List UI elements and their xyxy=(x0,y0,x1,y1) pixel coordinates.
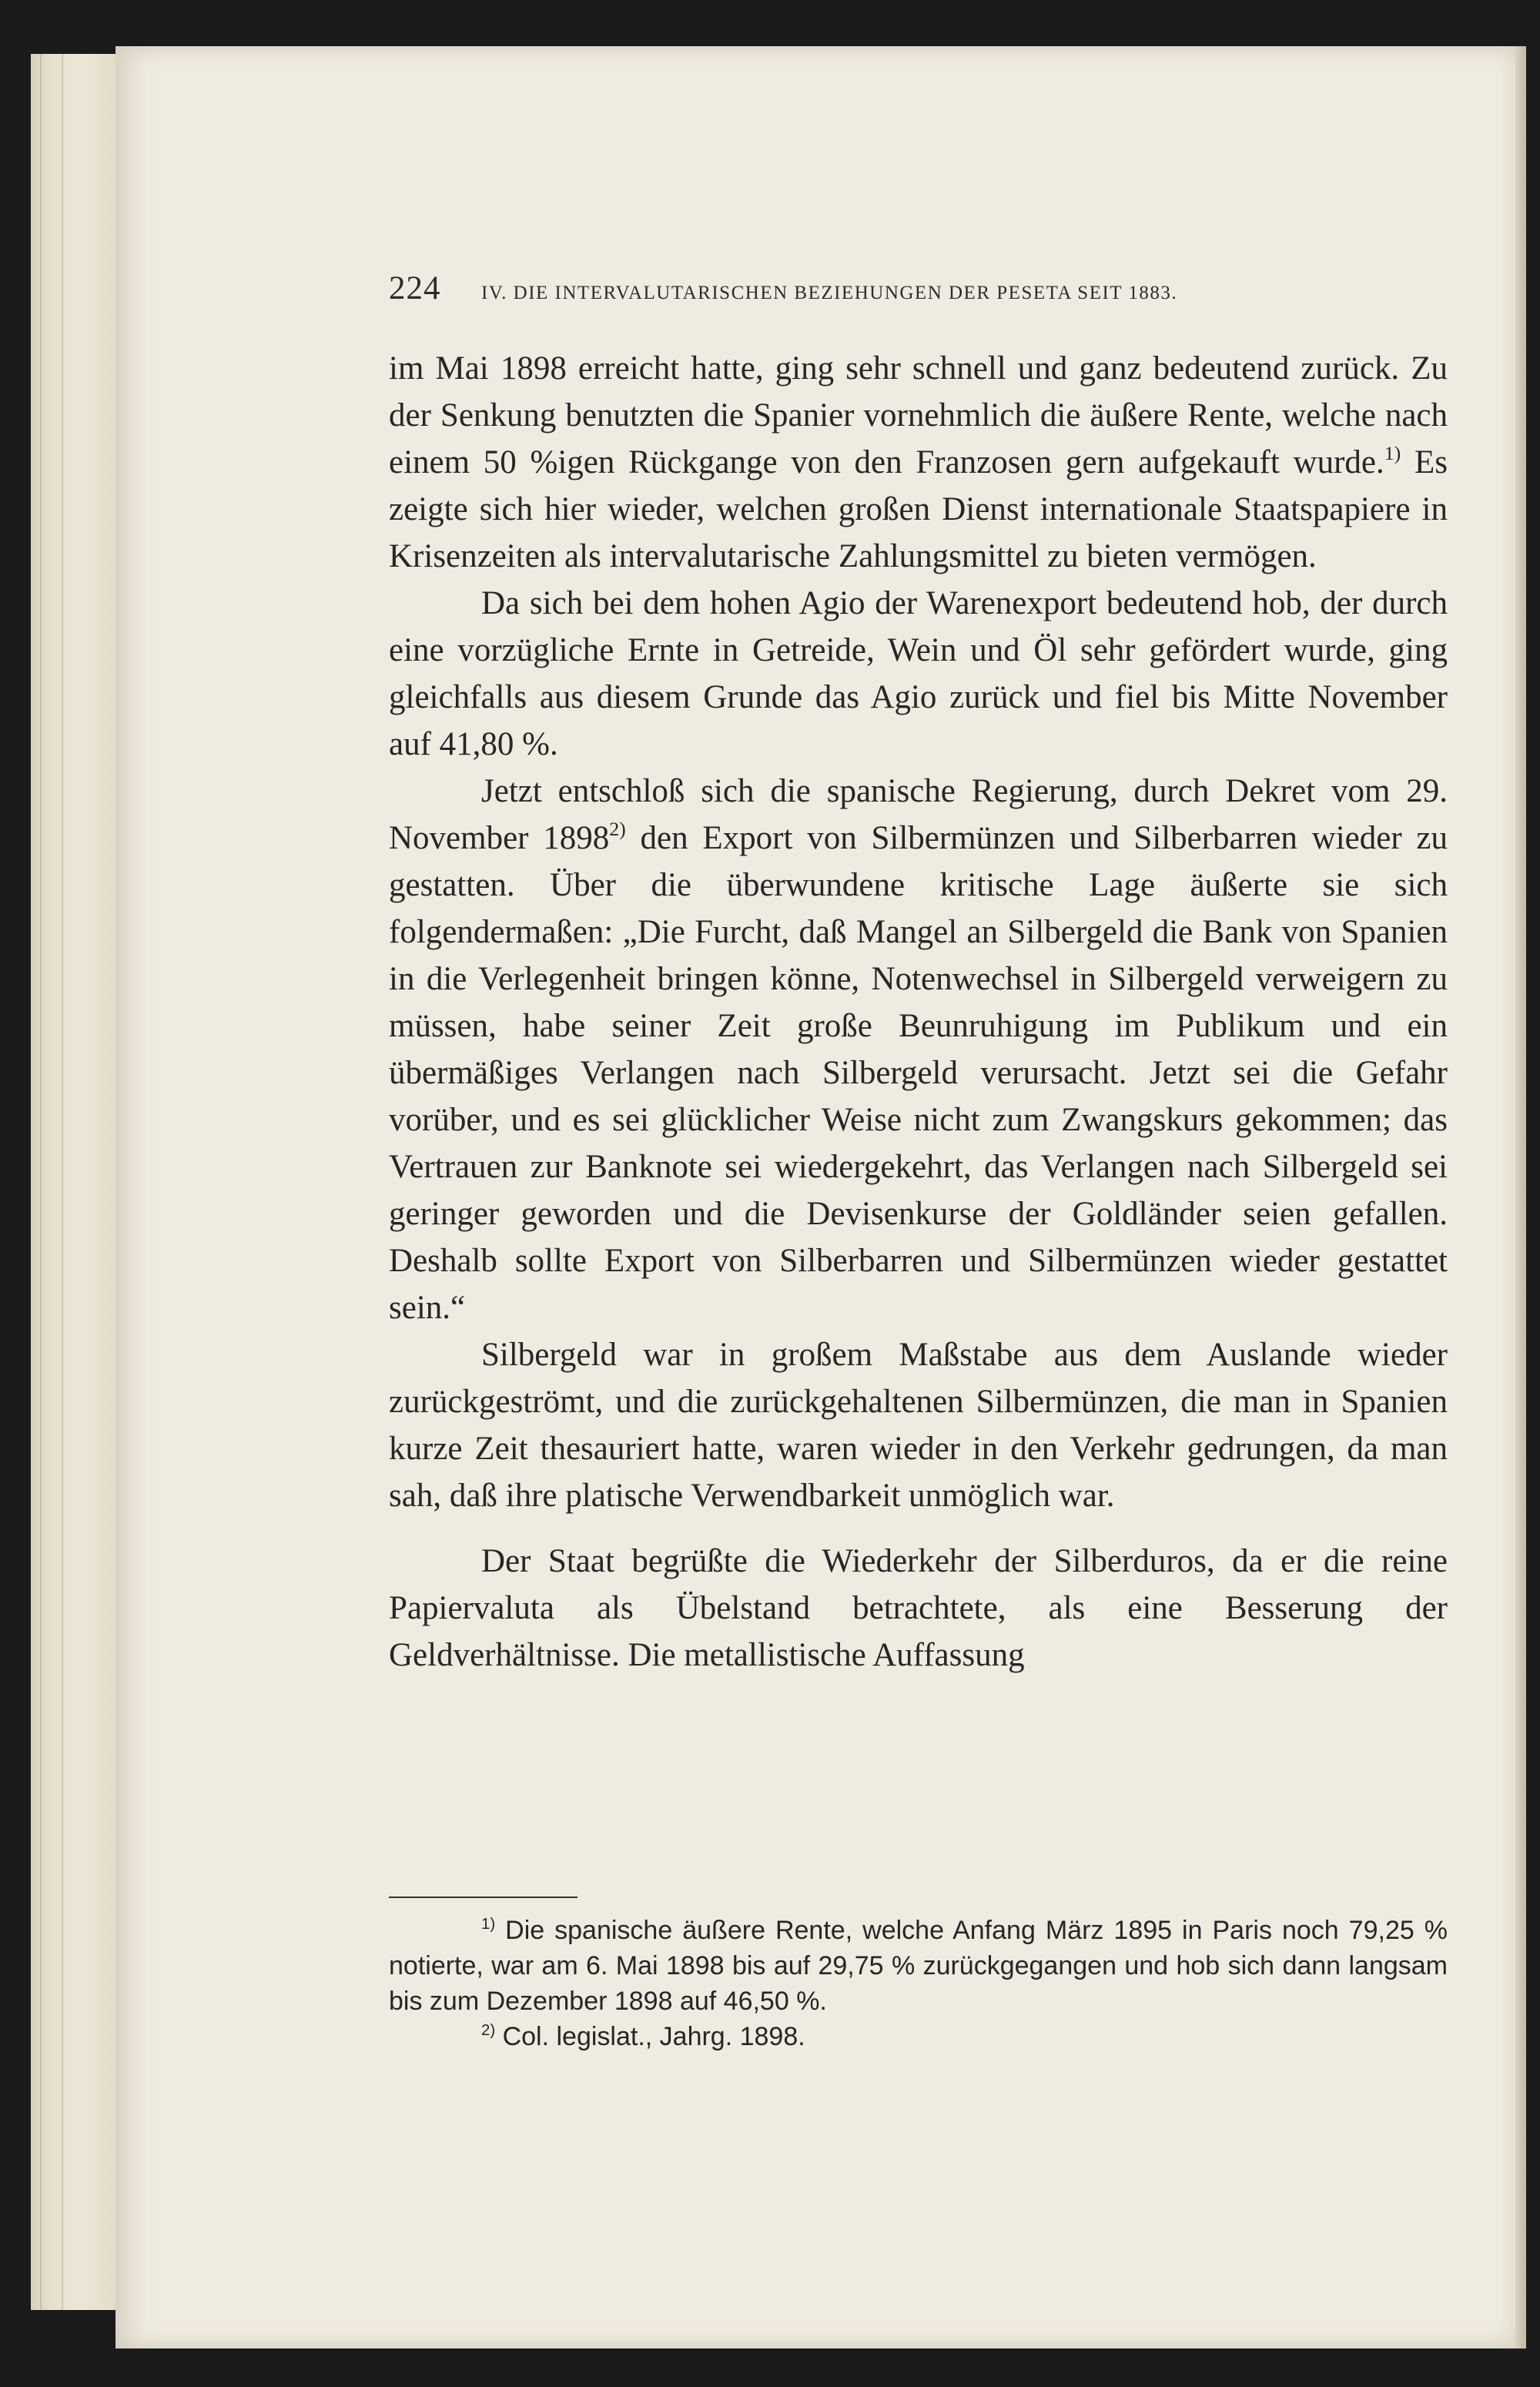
footnote-ref-1: 1) xyxy=(1384,442,1401,465)
running-head xyxy=(389,270,1448,307)
footnote-2 xyxy=(389,2019,1448,2054)
footnotes xyxy=(389,1913,1448,2054)
footnote-1 xyxy=(389,1913,1448,2019)
footnote-rule xyxy=(389,1897,578,1898)
footnote-1-text: Die spanische äußere Rente, welche Anfang März 1895 in Paris noch 79,25 % notierte, war am 6. Mai 1898 bis auf 29,75 % zurückgegangen und hob sich dann langsam bis zum Dezember 1898 auf 46,50 %. xyxy=(389,1916,1448,2016)
paragraph-1 xyxy=(389,345,1448,580)
paragraph-3-text-cont: den Export von Silbermünzen und Silberbarren wieder zu gestatten. Über die überwundene kritische Lage äußerte sie sich folgendermaßen: „Die Furcht, daß Mangel an Silbergeld die Bank von Spanien in die Verlegenheit bringen könne, Notenwechsel in Silbergeld verweigern zu müssen, habe seiner Zeit große Beunruhigung im Publikum und ein übermäßiges Verlangen nach Silbergeld verursacht. Jetzt sei die Gefahr vorüber, und es sei glücklicher Weise nicht zum Zwangskurs gekommen; das Vertrauen zur Banknote sei wiedergekehrt, das Verlangen nach Silbergeld sei geringer geworden und die Devisenkurse der Goldländer seien gefallen. Deshalb sollte Export von Silberbarren und Silbermünzen wieder gestattet sein.“ xyxy=(389,820,1448,1326)
body-text xyxy=(389,345,1448,1679)
paragraph-3 xyxy=(389,768,1448,1331)
running-title: IV. DIE INTERVALUTARISCHEN BEZIEHUNGEN DER PESETA SEIT 1883. xyxy=(481,283,1178,303)
stacked-page-edges xyxy=(31,54,117,2310)
paragraph-3-text: Jetzt entschloß sich die spanische Regierung, durch Dekret vom 29. November 1898 xyxy=(389,773,1448,856)
paragraph-2: Da sich bei dem hohen Agio der Warenexport bedeutend hob, der durch eine vorzügliche Ernte in Getreide, Wein und Öl sehr gefördert wurde, ging gleichfalls aus diesem Grunde das Agio zurück und fiel bis Mitte November auf 41,80 %. xyxy=(389,585,1448,762)
paragraph-1-text: im Mai 1898 erreicht hatte, ging sehr schnell und ganz bedeutend zurück. Zu der Senkung benutzten die Spanier vornehmlich die äußere Rente, welche nach einem 50 %igen Rückgange von den Franzosen gern aufgekauft wurde. xyxy=(389,350,1448,480)
footnote-2-marker: 2) xyxy=(481,2021,496,2039)
paragraph-5: Der Staat begrüßte die Wiederkehr der Silberduros, da er die reine Papiervaluta als Übelstand betrachtete, als eine Besserung der Geldverhältnisse. Die metallistische Auffassung xyxy=(389,1543,1448,1673)
page-number: 224 xyxy=(389,270,441,306)
paragraph-1-text-cont: Es zeigte sich hier wieder, welchen großen Dienst internationale Staatspapiere in Krisenzeiten als intervalutarische Zahlungsmittel zu bieten vermögen. xyxy=(389,444,1448,574)
footnote-1-marker: 1) xyxy=(481,1915,496,1933)
page-right-edge xyxy=(1515,46,1526,2348)
footnote-2-text: Col. legislat., Jahrg. 1898. xyxy=(495,2022,805,2051)
paragraph-4: Silbergeld war in großem Maßstabe aus dem Auslande wieder zurückgeströmt, und die zurückgehaltenen Silbermünzen, die man in Spanien kurze Zeit thesauriert hatte, waren wieder in den Verkehr gedrungen, da man sah, daß ihre platische Verwendbarkeit unmöglich war. xyxy=(389,1337,1448,1514)
footnote-ref-2: 2) xyxy=(609,818,626,841)
